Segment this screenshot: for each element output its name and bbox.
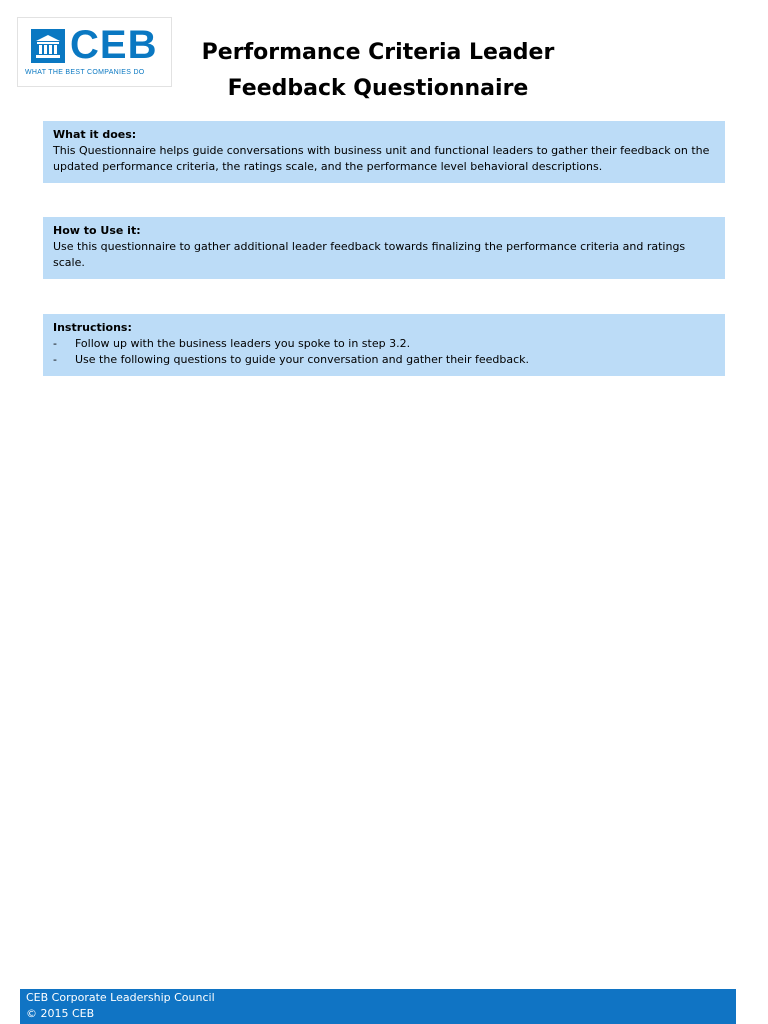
page-title-line-2: Feedback Questionnaire bbox=[227, 76, 529, 101]
list-item-text: Follow up with the business leaders you spoke to in step 3.2. bbox=[75, 337, 411, 350]
logo-tagline: WHAT THE BEST COMPANIES DO bbox=[25, 69, 145, 76]
section-heading: What it does: bbox=[53, 128, 137, 141]
section-what-it-does bbox=[43, 121, 725, 183]
ceb-logo bbox=[17, 17, 172, 87]
building-icon bbox=[31, 29, 65, 63]
footer-line-1: CEB Corporate Leadership Council bbox=[26, 991, 215, 1004]
list-bullet: - bbox=[53, 337, 57, 350]
page-footer bbox=[20, 989, 736, 1024]
logo-wordmark: CEB bbox=[70, 23, 158, 67]
page-title-line-1: Performance Criteria Leader bbox=[201, 40, 555, 65]
instructions-list bbox=[53, 336, 715, 368]
list-item-text: Use the following questions to guide your conversation and gather their feedback. bbox=[75, 353, 530, 366]
section-how-to-use bbox=[43, 217, 725, 279]
section-instructions bbox=[43, 314, 725, 376]
section-heading: Instructions: bbox=[53, 321, 132, 334]
list-item bbox=[53, 336, 715, 352]
list-item bbox=[53, 352, 715, 368]
page-title bbox=[190, 35, 566, 107]
footer-line-2: © 2015 CEB bbox=[26, 1007, 95, 1020]
section-body: Use this questionnaire to gather additional leader feedback towards finalizing the performance criteria and ratings scale. bbox=[53, 240, 686, 269]
section-heading: How to Use it: bbox=[53, 224, 141, 237]
section-body: This Questionnaire helps guide conversations with business unit and functional leaders to gather their feedback on the updated performance criteria, the ratings scale, and the performance level behavioral descriptions. bbox=[53, 144, 710, 173]
list-bullet: - bbox=[53, 353, 57, 366]
